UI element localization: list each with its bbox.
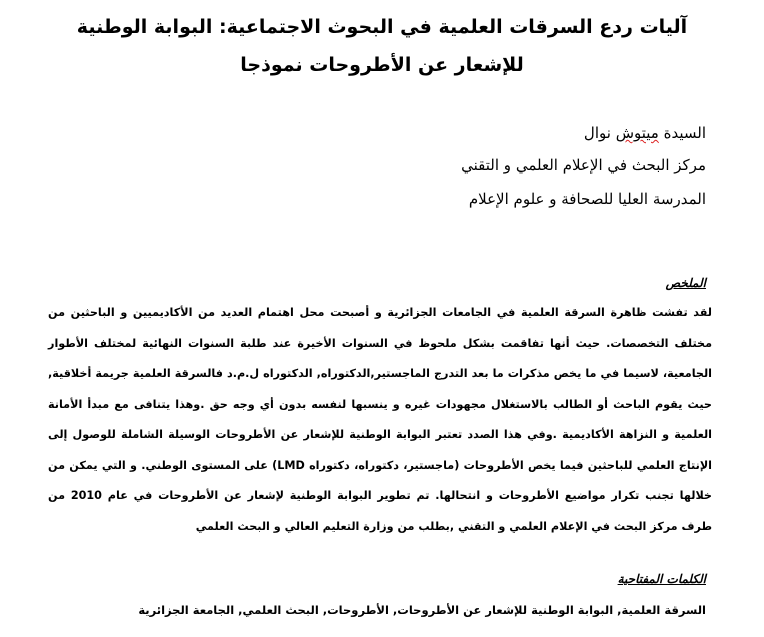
abstract-heading: الملخص: [665, 276, 706, 290]
keywords-heading: الكلمات المفتاحية: [617, 572, 706, 586]
author-block: [461, 118, 706, 216]
abstract-text: لقد تفشت ظاهرة السرقة العلمية في الجامعات الجزائرية و أصبحت محل اهتمام العديد من الأكاديميين و الباحثين من مختلف التخصصات. حيث أنها تفاقمت بشكل ملحوظ في السنوات الأخيرة عند طلبة السنوات النهائية لمختلف الأطوار الجامعية، لاسيما في ما يخص مذكرات ما بعد التدرج الماجستير,الدكتوراه, الدكتوراه ل.م.د فالسرقة العلمية جريمة أخلاقية, حيث يقوم الباحث أو الطالب بالاستغلال مجهودات غيره و ينسبها لنفسه بدون أي وجه حق .وهذا يتنافى مع مبدأ الأمانة العلمية و النزاهة الأكاديمية .وفي هذا الصدد تعتبر البوابة الوطنية للإشعار عن الأطروحات الوسيلة الشاملة للوصول إلى الإنتاج العلمي للباحثين فيما يخص الأطروحات (ماجستير، دكتوراه، دكتوراه LMD) على المستوى الوطني. و التي يمكن من خلالها تجنب تكرار مواضيع الأطروحات و انتحالها. تم تطوير البوابة الوطنية لإشعار عن الأطروحات في عام 2010 من طرف مركز البحث في الإعلام العلمي و التقني ,بطلب من وزارة التعليم العالي و البحث العلمي: [48, 306, 712, 533]
author-name: [461, 118, 706, 148]
affiliation-journalism-school: المدرسة العليا للصحافة و علوم الإعلام: [468, 190, 706, 208]
author-name-prefix: السيدة: [658, 124, 706, 142]
affiliation-research-center: مركز البحث في الإعلام العلمي و التقني: [461, 156, 706, 174]
author-name-suffix: نوال: [583, 124, 616, 142]
keywords-text: السرقة العلمية, البوابة الوطنية للإشعار عن الأطروحات, الأطروحات, البحث العلمي, الجامعة الجزائرية: [138, 603, 706, 617]
author-name-underlined: ميتوش: [615, 124, 659, 142]
paper-title: آليات ردع السرقات العلمية في البحوث الاجتماعية: البوابة الوطنية للإشعار عن الأطروحات نموذجا: [76, 16, 688, 76]
